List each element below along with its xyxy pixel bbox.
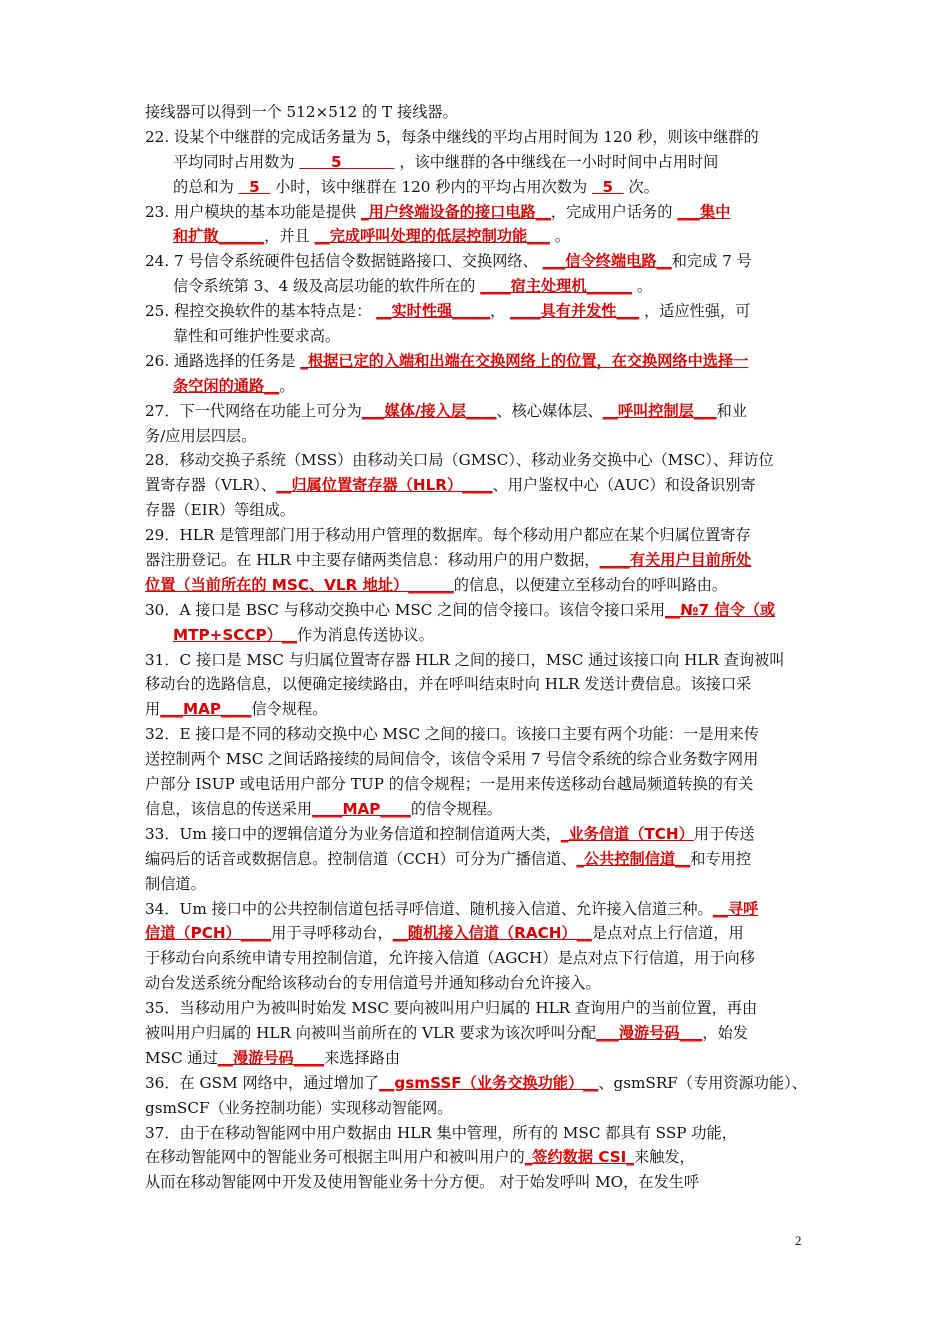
body-text: gsmSCF（业务控制功能）实现移动智能网。 (145, 1098, 453, 1117)
text-line (145, 1121, 810, 1146)
body-text: 26. 通路选择的任务是 (145, 351, 301, 370)
text-line (145, 921, 810, 946)
body-text: ，始发 (702, 1023, 748, 1042)
body-text: 动台发送系统分配给该移动台的专用信道号并通知移动台允许接入。 (145, 974, 601, 993)
body-text: 、用户鉴权中心（AUC）和设备识别寄 (492, 476, 756, 495)
answer-text: ___信令终端电路__ (542, 252, 672, 271)
body-text: ，适应性强，可 (639, 302, 751, 321)
answer-text: 5 (299, 152, 395, 171)
text-line (145, 772, 810, 797)
body-text: 于移动台向系统申请专用控制信道，允许接入信道（AGCH）是点对点下行信道，用于向移 (145, 949, 755, 968)
answer-text: __实时性强_____ (376, 302, 491, 321)
text-line (145, 374, 810, 399)
text-line (145, 697, 810, 722)
text-line (145, 847, 810, 872)
body-text: 22. 设某个中继群的完成话务量为 5，每条中继线的平均占用时间为 120 秒，则该中继群的 (145, 127, 759, 146)
text-line (145, 971, 810, 996)
body-text: 。 (632, 277, 653, 296)
text-line (145, 299, 810, 324)
body-text: 是点对点上行信道，用 (591, 924, 744, 943)
text-line (145, 349, 810, 374)
text-line (145, 274, 810, 299)
text-line (145, 623, 810, 648)
body-text: 31．C 接口是 MSC 与归属位置寄存器 HLR 之间的接口，MSC 通过该接口向 HLR 查询被叫 (145, 650, 785, 669)
text-line (145, 424, 810, 449)
answer-text: ___集中 (677, 202, 731, 221)
answer-text: _根据已定的入端和出端在交换网络上的位置，在交换网络中选择一 (300, 351, 749, 370)
body-text: 接线器可以得到一个 512×512 的 T 接线器。 (145, 103, 458, 121)
answer-text: __归属位置寄存器（HLR）____ (276, 476, 493, 495)
body-text: 、gsmSRF（专用资源功能）、 (598, 1073, 807, 1092)
text-line (145, 722, 810, 747)
answer-text: __寻呼 (712, 899, 759, 918)
text-line (145, 548, 810, 573)
body-text: 23. 用户模块的基本功能是提供 (145, 202, 362, 221)
body-text: 32．E 接口是不同的移动交换中心 MSC 之间的接口。该接口主要有两个功能：一是用来传 (145, 725, 760, 744)
body-text: 25. 程控交换软件的基本特点是： (145, 302, 377, 321)
answer-text: 和扩散______ (173, 227, 265, 246)
page-number: 2 (795, 1233, 802, 1248)
body-text: 33．Um 接口中的逻辑信道分为业务信道和控制信道两大类， (145, 824, 561, 843)
answer-text: ____有关用户目前所处 (599, 551, 752, 570)
body-text: 和业 (716, 401, 748, 420)
text-line (145, 224, 810, 249)
body-text: 在移动智能网中的智能业务可根据主叫用户和被叫用户的 (145, 1148, 525, 1167)
body-text: 靠性和可维护性要求高。 (173, 327, 341, 346)
answer-text: __随机接入信道（RACH）__ (392, 924, 592, 943)
text-line (145, 822, 810, 847)
answer-text: 条空闲的通路__ (173, 376, 280, 395)
text-line (145, 1071, 810, 1096)
text-line (145, 1145, 810, 1170)
body-text: 务/应用层四层。 (145, 426, 257, 445)
text-line (145, 1096, 810, 1121)
text-line (145, 897, 810, 922)
body-text: 的信令规程。 (410, 799, 502, 818)
body-text: 和专用控 (690, 849, 752, 868)
body-text: 用于传送 (693, 824, 755, 843)
body-text: 小时，该中继群在 120 秒内的平均占用次数为 (270, 177, 592, 196)
body-text: 移动台的选路信息，以便确定接续路由，并在呼叫结束时向 HLR 发送计费信息。该接口采 (145, 675, 752, 694)
text-line (145, 150, 810, 175)
body-text: 24. 7 号信令系统硬件包括信令数据链路接口、交换网络、 (145, 252, 543, 271)
answer-text: ___媒体/接入层____ (361, 401, 497, 420)
answer-text: _用户终端设备的接口电路__ (361, 202, 551, 221)
body-text: ，并且 (264, 227, 315, 246)
answer-text: _签约数据 CSI_ (524, 1148, 634, 1167)
text-line (145, 797, 810, 822)
answer-text: __№7 信令（或 (665, 600, 776, 619)
body-text: 用 (145, 700, 161, 719)
body-text: 30．A 接口是 BSC 与移动交换中心 MSC 之间的信令接口。该信令接口采用 (145, 600, 666, 619)
text-line (145, 1046, 810, 1071)
text-line (145, 473, 810, 498)
answer-text: __漫游号码____ (217, 1048, 325, 1067)
text-line (145, 448, 810, 473)
body-text: ， (490, 302, 511, 321)
text-line (145, 573, 810, 598)
text-line (145, 324, 810, 349)
text-line (145, 672, 810, 697)
answer-text: ___MAP____ (160, 700, 252, 719)
body-text: 次。 (623, 177, 659, 196)
answer-text: MTP+SCCP）__ (173, 625, 298, 644)
text-line (145, 498, 810, 523)
answer-text: ____具有并发性___ (510, 302, 640, 321)
text-line (145, 1021, 810, 1046)
body-text: ，完成用户话务的 (550, 202, 678, 221)
body-text: 器注册登记。在 HLR 中主要存储两类信息：移动用户的用户数据， (145, 551, 600, 570)
answer-text: 5 (591, 177, 624, 196)
answer-text: __呼叫控制层___ (602, 401, 717, 420)
body-text: 36．在 GSM 网络中，通过增加了 (145, 1073, 380, 1092)
body-text: 来触发， (633, 1148, 695, 1167)
answer-text: ____MAP____ (312, 799, 411, 818)
body-text: 制信道。 (145, 874, 206, 893)
body-text: 的信息，以便建立至移动台的呼叫路由。 (453, 575, 728, 594)
body-text: 35．当移动用户为被叫时始发 MSC 要向被叫用户归属的 HLR 查询用户的当前位置，再由 (145, 999, 758, 1018)
body-text: 送控制两个 MSC 之间话路接续的局间信令，该信令采用 7 号信令系统的综合业务数字网用 (145, 750, 759, 769)
text-line (145, 399, 810, 424)
text-line (145, 125, 810, 150)
text-line (145, 100, 810, 125)
text-line (145, 996, 810, 1021)
text-line (145, 523, 810, 548)
answer-text: 位置（当前所在的 MSC、VLR 地址）______ (145, 575, 454, 594)
body-text: 27．下一代网络在功能上可分为 (145, 401, 362, 420)
answer-text: _业务信道（TCH） (560, 824, 694, 843)
text-line (145, 747, 810, 772)
body-text: 来选择路由 (324, 1048, 401, 1067)
text-line (145, 1170, 810, 1195)
text-line (145, 872, 810, 897)
text-line (145, 946, 810, 971)
answer-text: __gsmSSF（业务交换功能）__ (379, 1073, 599, 1092)
document-body (145, 100, 810, 1195)
answer-text: ____宿主处理机______ (480, 277, 633, 296)
answer-text: 信道（PCH）____ (145, 924, 272, 943)
body-text: 的总和为 (173, 177, 239, 196)
body-text: 34．Um 接口中的公共控制信道包括寻呼信道、随机接入信道、允许接入信道三种。 (145, 899, 713, 918)
body-text: 信息，该信息的传送采用 (145, 799, 313, 818)
body-text: 平均同时占用数为 (173, 152, 300, 171)
body-text: MSC 通过 (145, 1048, 218, 1067)
body-text: 用于寻呼移动台， (271, 924, 393, 943)
body-text: 28．移动交换子系统（MSS）由移动关口局（GMSC）、移动业务交换中心（MSC）、拜访位 (145, 451, 774, 470)
body-text: 作为消息传送协议。 (297, 625, 434, 644)
body-text: 29．HLR 是管理部门用于移动用户管理的数据库。每个移动用户都应在某个归属位置寄存 (145, 526, 751, 545)
body-text: 户部分 ISUP 或电话用户部分 TUP 的信令规程；一是用来传送移动台越局频道转换的有关 (145, 775, 754, 794)
text-line (145, 598, 810, 623)
body-text: 信令规程。 (251, 700, 328, 719)
answer-text: ___漫游号码___ (596, 1023, 703, 1042)
body-text: 。 (549, 227, 570, 246)
body-text: 、核心媒体层、 (496, 401, 603, 420)
body-text: 存器（EIR）等组成。 (145, 501, 296, 520)
answer-text: __完成呼叫处理的低层控制功能___ (314, 227, 550, 246)
body-text: 和完成 7 号 (671, 252, 752, 271)
body-text: 37．由于在移动智能网中用户数据由 HLR 集中管理，所有的 MSC 都具有 SSP 功能， (145, 1123, 737, 1142)
body-text: 置寄存器（VLR）、 (145, 476, 277, 495)
text-line (145, 200, 810, 225)
answer-text: _公共控制信道__ (576, 849, 691, 868)
body-text: 。 (279, 376, 295, 395)
body-text: ，该中继群的各中继线在一小时时间中占用时间 (394, 152, 719, 171)
answer-text: 5 (238, 177, 271, 196)
body-text: 从而在移动智能网中开发及使用智能业务十分方便。 对于始发呼叫 MO，在发生呼 (145, 1173, 700, 1192)
text-line (145, 249, 810, 274)
text-line (145, 648, 810, 673)
body-text: 编码后的话音或数据信息。控制信道（CCH）可分为广播信道、 (145, 849, 577, 868)
body-text: 信令系统第 3、4 级及高层功能的软件所在的 (173, 277, 481, 296)
text-line (145, 175, 810, 200)
body-text: 被叫用户归属的 HLR 向被叫当前所在的 VLR 要求为该次呼叫分配 (145, 1023, 597, 1042)
